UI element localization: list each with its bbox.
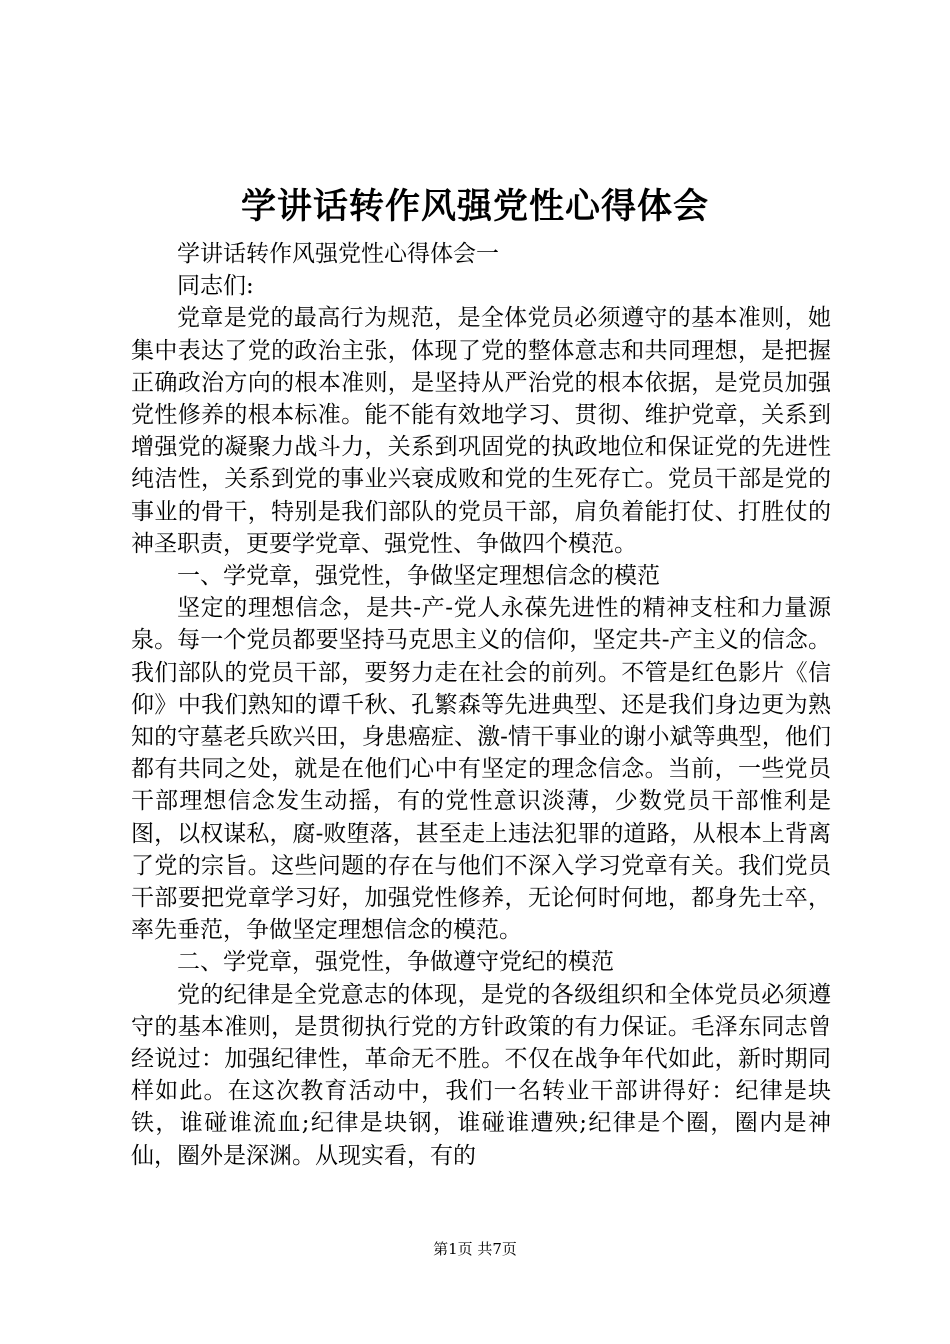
document-title: 学讲话转作风强党性心得体会 bbox=[240, 186, 709, 227]
salutation: 同志们: bbox=[177, 273, 254, 300]
page-footer: 第1页 共7页 bbox=[433, 1240, 517, 1258]
document-body bbox=[131, 238, 831, 1172]
paragraph: 坚定的理想信念，是共-产-党人永葆先进性的精神支柱和力量源泉。每一个党员都要坚持马克思主义的信仰，坚定共-产主义的信念。我们部队的党员干部，要努力走在社会的前列。不管是红色影片《信仰》中我们熟知的谭千秋、孔繁森等先进典型、还是我们身边更为熟知的守墓老兵欧兴田，身患癌症、激-情干事业的谢小斌等典型，他们都有共同之处，就是在他们心中有坚定的理念信念。当前，一些党员干部理想信念发生动摇，有的党性意识淡薄，少数党员干部惟利是图，以权谋私，腐-败堕落，甚至走上违法犯罪的道路，从根本上背离了党的宗旨。这些问题的存在与他们不深入学习党章有关。我们党员干部要把党章学习好，加强党性修养，无论何时何地，都身先士卒，率先垂范，争做坚定理想信念的模范。 bbox=[131, 595, 831, 944]
subheading: 一、学党章，强党性，争做坚定理想信念的模范 bbox=[177, 563, 660, 590]
subheading: 二、学党章，强党性，争做遵守党纪的模范 bbox=[177, 949, 614, 976]
paragraph: 党章是党的最高行为规范，是全体党员必须遵守的基本准则，她集中表达了党的政治主张，体现了党的整体意志和共同理想，是把握正确政治方向的根本准则，是坚持从严治党的根本依据，是党员加强党性修养的根本标准。能不能有效地学习、贯彻、维护党章，关系到增强党的凝聚力战斗力，关系到巩固党的执政地位和保证党的先进性纯洁性，关系到党的事业兴衰成败和党的生死存亡。党员干部是党的事业的骨干，特别是我们部队的党员干部，肩负着能打仗、打胜仗的神圣职责，更要学党章、强党性、争做四个模范。 bbox=[131, 305, 831, 557]
paragraph: 党的纪律是全党意志的体现，是党的各级组织和全体党员必须遵守的基本准则，是贯彻执行党的方针政策的有力保证。毛泽东同志曾经说过：加强纪律性，革命无不胜。不仅在战争年代如此，新时期同样如此。在这次教育活动中，我们一名转业干部讲得好：纪律是块铁，谁碰谁流血;纪律是块钢，谁碰谁遭殃;纪律是个圈，圈内是神仙，圈外是深渊。从现实看，有的 bbox=[131, 981, 831, 1169]
section-heading: 学讲话转作风强党性心得体会一 bbox=[177, 241, 499, 267]
